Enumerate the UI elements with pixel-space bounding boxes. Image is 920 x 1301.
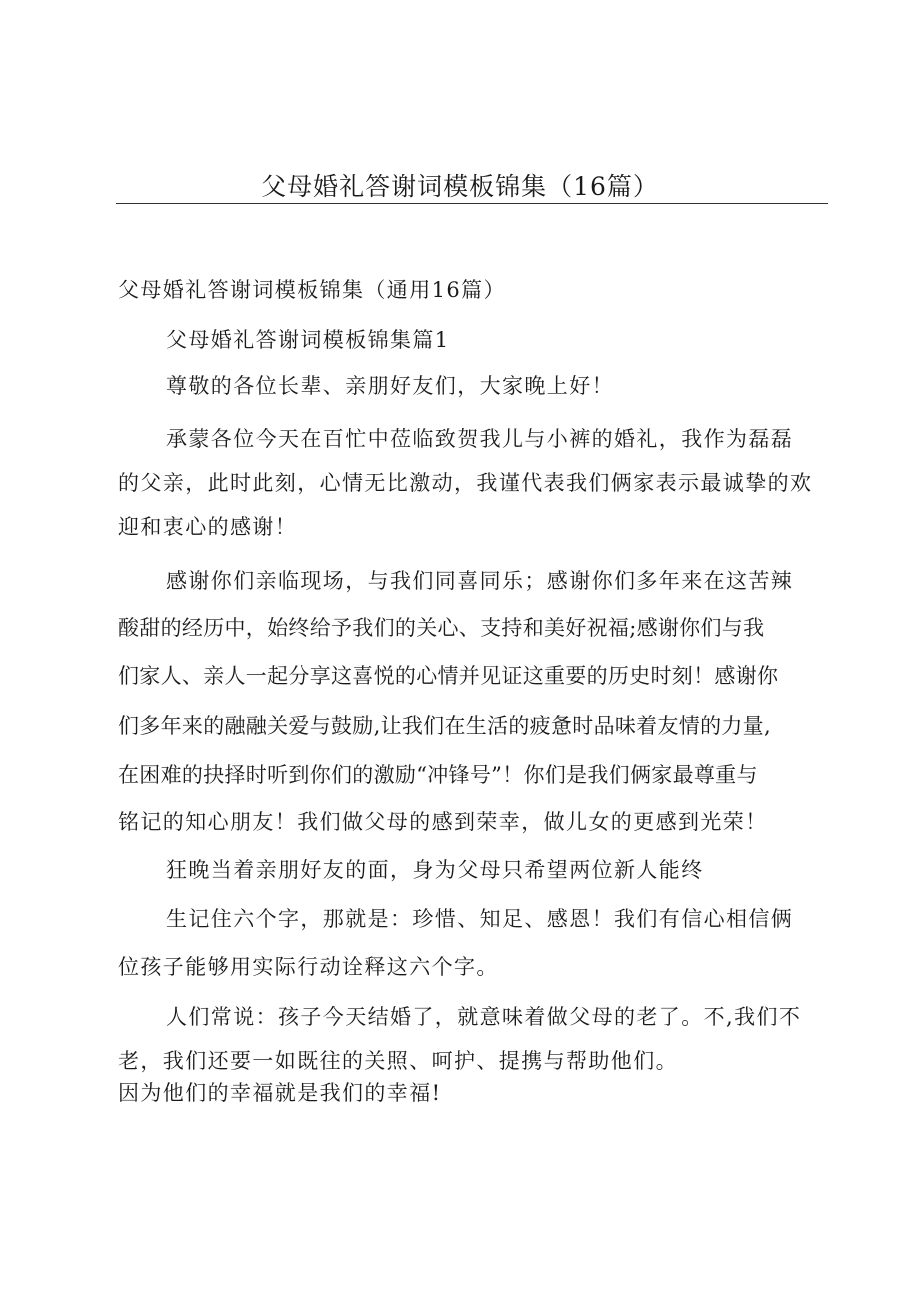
paragraph-line: 们多年来的融融关爱与鼓励,让我们在生活的疲惫时品味着友情的力量, — [118, 714, 771, 738]
document-subtitle: 父母婚礼答谢词模板锦集（通用16篇） — [118, 278, 506, 302]
paragraph-line: 们家人、亲人一起分享这喜悦的心情并见证这重要的历史时刻！感谢你 — [118, 664, 779, 688]
paragraph-line: 位孩子能够用实际行动诠释这六个字。 — [118, 955, 499, 979]
title-divider — [116, 203, 828, 204]
paragraph-line: 人们常说：孩子今天结婚了，就意味着做父母的老了。不,我们不 — [166, 1005, 802, 1029]
page-title: 父母婚礼答谢词模板锦集（16篇） — [261, 172, 659, 201]
paragraph-line: 因为他们的幸福就是我们的幸福! — [118, 1081, 442, 1105]
paragraph-line: 老，我们还要一如既往的关照、呵护、提携与帮助他们。 — [118, 1049, 678, 1073]
paragraph-line: 的父亲，此时此刻，心情无比激动，我谨代表我们俩家表示最诚挚的欢 — [118, 471, 813, 495]
paragraph-line: 在困难的抉择时听到你们的激励“冲锋号”！你们是我们俩家最尊重与 — [118, 763, 758, 787]
paragraph-line: 承蒙各位今天在百忙中莅临致贺我儿与小裤的婚礼，我作为磊磊 — [166, 427, 794, 451]
paragraph-line: 感谢你们亲临现场，与我们同喜同乐；感谢你们多年来在这苦辣 — [166, 569, 794, 593]
paragraph-line: 尊敬的各位长辈、亲朋好友们，大家晚上好！ — [166, 374, 614, 398]
paragraph-line: 生记住六个字，那就是：珍惜、知足、感恩！我们有信心相信俩 — [166, 907, 794, 931]
paragraph-line: 狂晚当着亲朋好友的面，身为父母只希望两位新人能终 — [166, 858, 704, 882]
paragraph-line: 迎和衷心的感谢！ — [118, 515, 298, 539]
paragraph-line: 酸甜的经历中，始终给予我们的关心、支持和美好祝福;感谢你们与我 — [118, 616, 765, 640]
section-heading: 父母婚礼答谢词模板锦集篇1 — [166, 328, 450, 352]
paragraph-line: 铭记的知心朋友！我们做父母的感到荣幸，做儿女的更感到光荣！ — [118, 810, 768, 834]
